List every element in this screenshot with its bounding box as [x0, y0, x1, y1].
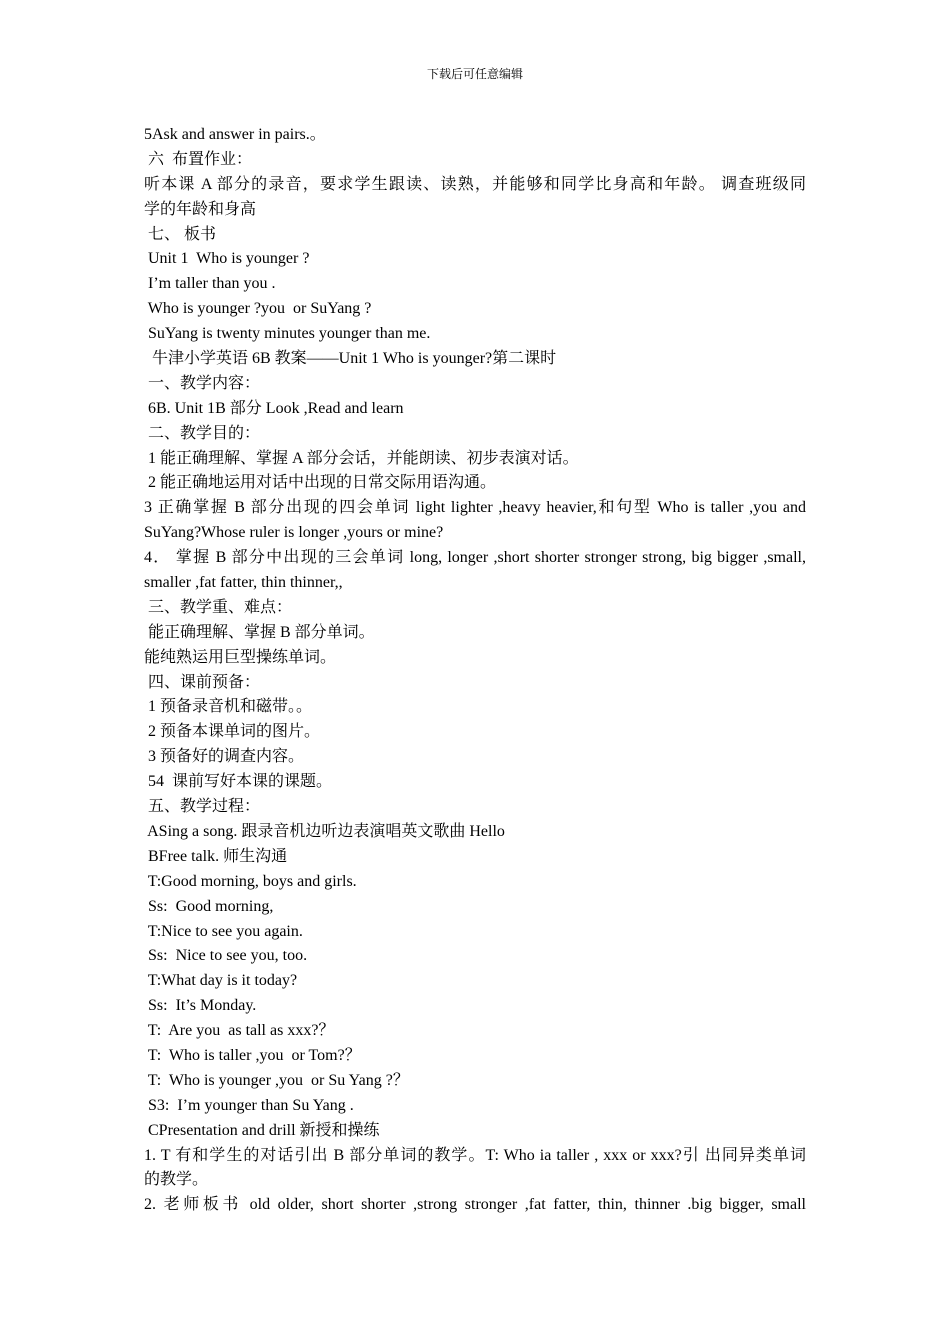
text-line: 三、教学重、难点： — [144, 598, 293, 616]
text-line: 2 预备本课单词的图片。 — [144, 723, 321, 741]
text-line: S3: I’m younger than Su Yang . — [144, 1096, 354, 1114]
text-line: 学的年龄和身高 — [144, 200, 257, 218]
text-line: 的教学。 — [144, 1171, 209, 1189]
text-line: 七、 板书 — [144, 225, 217, 243]
text-line: 3 正确掌握 B 部分出现的四会单词 light lighter ,heavy heavier,和句型 Who is taller ,you and — [144, 499, 806, 517]
text-line: 听本课 A 部分的录音，要求学生跟读、读熟，并能够和同学比身高和年龄。 调查班级同 — [144, 175, 806, 193]
text-line: T:Nice to see you again. — [144, 922, 303, 940]
text-line: 54 课前写好本课的课题。 — [144, 773, 333, 791]
text-line: 5Ask and answer in pairs.。 — [144, 126, 326, 143]
text-line: Ss: It’s Monday. — [144, 997, 257, 1015]
text-line: 六 布置作业： — [144, 150, 253, 168]
document-body — [144, 123, 806, 1218]
text-line: 四、课前预备： — [144, 673, 261, 691]
text-line: T:What day is it today? — [144, 972, 298, 990]
text-line: 2. 老师板书 old older, short shorter ,strong stronger ,fat fatter, thin, thinner .big bigger, small — [144, 1196, 806, 1214]
text-line: BFree talk. 师生沟通 — [144, 847, 288, 865]
text-line: T:Good morning, boys and girls. — [144, 872, 357, 890]
text-line: 五、教学过程： — [144, 798, 261, 816]
text-line: 一、教学内容： — [144, 374, 261, 392]
text-line: 牛津小学英语 6B 教案——Unit 1 Who is younger?第二课时 — [144, 350, 557, 368]
text-line: 4． 掌握 B 部分中出现的三会单词 long, longer ,short shorter stronger strong, big bigger ,small, — [144, 549, 806, 567]
text-line: 3 预备好的调查内容。 — [144, 748, 305, 766]
text-line: CPresentation and drill 新授和操练 — [144, 1121, 380, 1139]
text-line: I’m taller than you . — [144, 275, 276, 293]
text-line: 能纯熟运用巨型操练单词。 — [144, 648, 337, 666]
text-line: T: Are you as tall as xxx?？ — [144, 1022, 335, 1040]
text-line: SuYang?Whose ruler is longer ,yours or mine? — [144, 524, 444, 542]
text-line: Ss: Good morning, — [144, 897, 274, 915]
text-line: SuYang is twenty minutes younger than me. — [144, 325, 431, 343]
text-line: T: Who is taller ,you or Tom?？ — [144, 1046, 361, 1064]
text-line: 6B. Unit 1B 部分 Look ,Read and learn — [144, 399, 404, 417]
text-line: 二、教学目的： — [144, 424, 261, 442]
text-line: Ss: Nice to see you, too. — [144, 947, 308, 965]
text-line: Unit 1 Who is younger ? — [144, 250, 310, 268]
page-header: 下载后可任意编辑 — [426, 67, 523, 81]
text-line: 能正确理解、掌握 B 部分单词。 — [144, 623, 375, 641]
text-line: T: Who is younger ,you or Su Yang ?？ — [144, 1071, 409, 1089]
text-line: Who is younger ?you or SuYang ? — [144, 300, 372, 318]
text-line: 1 预备录音机和磁带。。 — [144, 698, 313, 716]
text-line: 1. T 有和学生的对话引出 B 部分单词的教学。T: Who ia taller , xxx or xxx?引 出同异类单词 — [144, 1146, 806, 1164]
text-line: 1 能正确理解、掌握 A 部分会话，并能朗读、初步表演对话。 — [144, 449, 579, 467]
text-line: 2 能正确地运用对话中出现的日常交际用语沟通。 — [144, 474, 497, 492]
text-line: smaller ,fat fatter, thin thinner,, — [144, 574, 343, 592]
text-line: ASing a song. 跟录音机边听边表演唱英文歌曲 Hello — [144, 822, 505, 840]
